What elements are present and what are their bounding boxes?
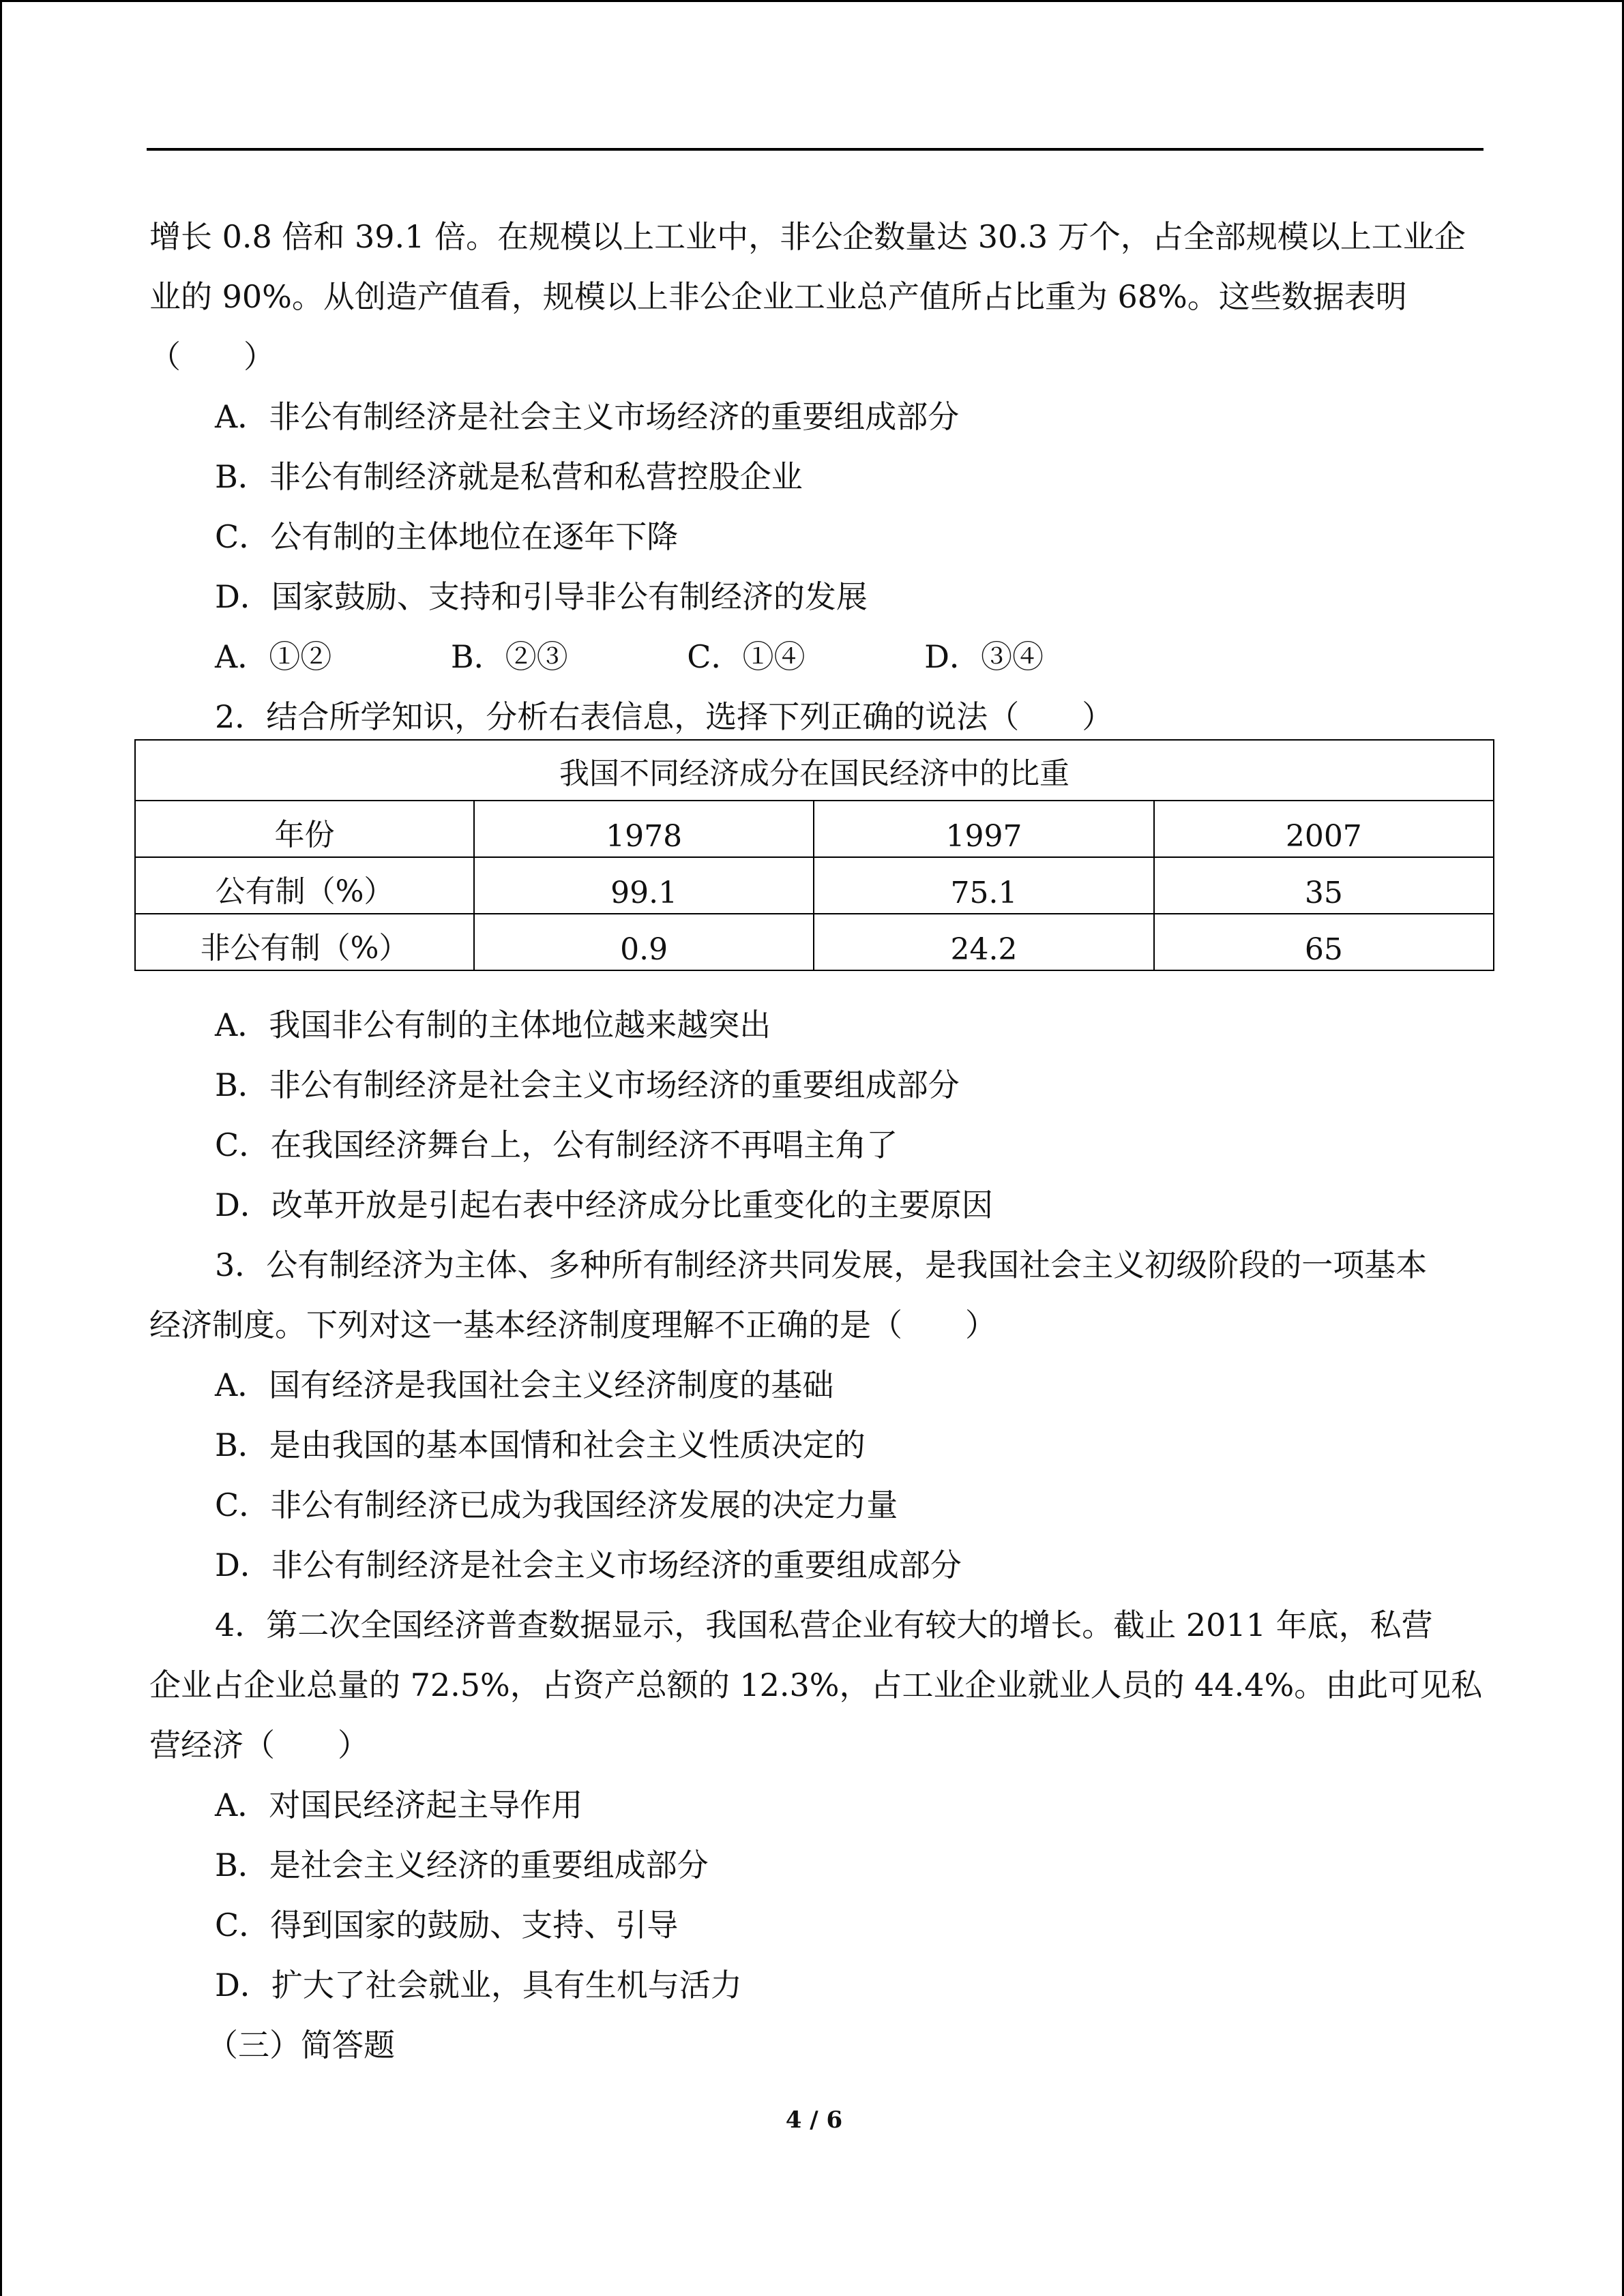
q1-answer-c: C．①④ <box>687 638 806 675</box>
q1-stem-line1: 增长 0.8 倍和 39.1 倍。在规模以上工业中，非公企数量达 30.3 万个，占全部规模以上工业企 <box>149 218 1466 255</box>
q1-option-d: D．国家鼓励、支持和引导非公有制经济的发展 <box>215 578 868 615</box>
q3-option-a: A．国有经济是我国社会主义经济制度的基础 <box>215 1367 834 1403</box>
q1-answer-d: D．③④ <box>924 638 1044 675</box>
table-row <box>135 857 1494 914</box>
q3-option-d: D．非公有制经济是社会主义市场经济的重要组成部分 <box>215 1547 962 1583</box>
table-row-label: 公有制（%） <box>135 857 474 914</box>
q2-option-c: C．在我国经济舞台上，公有制经济不再唱主角了 <box>215 1127 898 1163</box>
q1-option-a: A．非公有制经济是社会主义市场经济的重要组成部分 <box>215 398 960 435</box>
q4-option-b: B．是社会主义经济的重要组成部分 <box>215 1847 709 1883</box>
q2-option-b: B．非公有制经济是社会主义市场经济的重要组成部分 <box>215 1067 960 1103</box>
q2-option-a: A．我国非公有制的主体地位越来越突出 <box>215 1007 771 1043</box>
table-cell: 99.1 <box>474 857 814 914</box>
q4-stem-line3: 营经济（ ） <box>149 1727 369 1763</box>
page-number: 4 / 6 <box>785 2106 843 2134</box>
table-cell: 35 <box>1154 857 1494 914</box>
table-cell: 24.2 <box>814 914 1153 970</box>
q4-option-d: D．扩大了社会就业，具有生机与活力 <box>215 1967 742 2003</box>
q4-stem-line2: 企业占企业总量的 72.5%，占资产总额的 12.3%，占工业企业就业人员的 44.4%。由此可见私 <box>149 1667 1483 1703</box>
q1-answer-a: A．①② <box>215 638 332 675</box>
economy-share-table <box>134 739 1494 971</box>
table-row <box>135 914 1494 970</box>
q3-stem-line2: 经济制度。下列对这一基本经济制度理解不正确的是（ ） <box>149 1307 996 1343</box>
table-cell: 75.1 <box>814 857 1153 914</box>
table-cell: 0.9 <box>474 914 814 970</box>
q2-stem: 2．结合所学知识，分析右表信息，选择下列正确的说法（ ） <box>215 698 1114 735</box>
table-caption-row <box>135 740 1494 801</box>
q2-option-d: D．改革开放是引起右表中经济成分比重变化的主要原因 <box>215 1187 993 1223</box>
table-header-cell: 1997 <box>814 801 1153 857</box>
table-row-label: 非公有制（%） <box>135 914 474 970</box>
q3-option-b: B．是由我国的基本国情和社会主义性质决定的 <box>215 1427 866 1463</box>
table-header-cell: 1978 <box>474 801 814 857</box>
q1-answer-choices <box>215 636 1044 677</box>
q1-option-b: B．非公有制经济就是私营和私营控股企业 <box>215 458 803 495</box>
q4-option-c: C．得到国家的鼓励、支持、引导 <box>215 1907 679 1943</box>
q3-stem-line1: 3．公有制经济为主体、多种所有制经济共同发展，是我国社会主义初级阶段的一项基本 <box>215 1247 1428 1283</box>
table-cell: 65 <box>1154 914 1494 970</box>
q1-answer-b: B．②③ <box>450 638 568 675</box>
q4-stem-line1: 4．第二次全国经济普查数据显示，我国私营企业有较大的增长。截止 2011 年底，私营 <box>215 1607 1433 1643</box>
section-heading: （三）简答题 <box>207 2027 395 2063</box>
q3-option-c: C．非公有制经济已成为我国经济发展的决定力量 <box>215 1487 898 1523</box>
q4-option-a: A．对国民经济起主导作用 <box>215 1787 583 1823</box>
table-header-cell: 2007 <box>1154 801 1494 857</box>
q1-option-c: C．公有制的主体地位在逐年下降 <box>215 518 679 555</box>
q1-stem-line3: （ ） <box>149 338 275 375</box>
table-caption: 我国不同经济成分在国民经济中的比重 <box>135 740 1494 801</box>
header-rule <box>147 148 1483 151</box>
table-header-row <box>135 801 1494 857</box>
q1-stem-line2: 业的 90%。从创造产值看，规模以上非公企业工业总产值所占比重为 68%。这些数据表明 <box>149 278 1407 315</box>
table-header-cell: 年份 <box>135 801 474 857</box>
